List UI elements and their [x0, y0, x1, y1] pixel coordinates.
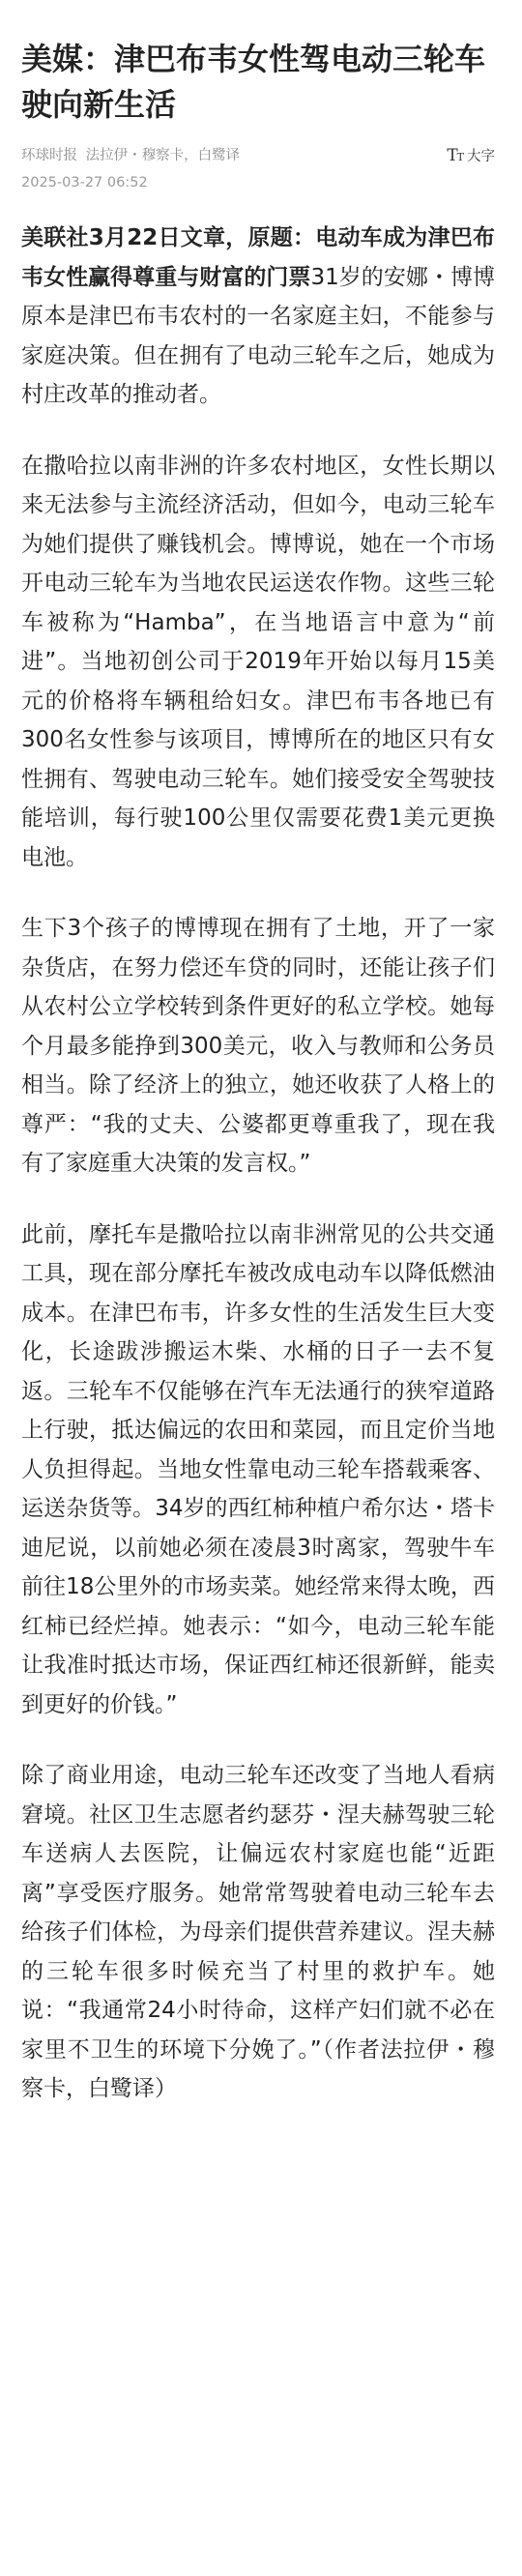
paragraph: 在撒哈拉以南非洲的许多农村地区，女性长期以来无法参与主流经济活动，但如今，电动三轮车为她们提供了赚钱机会。博博说，她在一个市场开电动三轮车为当地农民运送农作物。这些三轮车被称为“Hamba”，在当地语言中意为“前进”。当地初创公司于2019年开始以每月15美元的价格将车辆租给妇女。津巴布韦各地已有300名女性参与该项目，博博所在的地区只有女性拥有、驾驶电动三轮车。她们接受安全驾驶技能培训，每行驶100公里仅需要花费1美元更换电池。	[21, 453, 495, 870]
font-size-button[interactable]	[447, 145, 495, 165]
publish-date: 2025-03-27 06:52	[21, 175, 148, 190]
paragraph: 除了商业用途，电动三轮车还改变了当地人看病窘境。社区卫生志愿者约瑟芬・涅夫赫驾驶三轮车送病人去医院，让偏远农村家庭也能“近距离”享受医疗服务。她常常驾驶着电动三轮车去给孩子们体检，为母亲们提供营养建议。涅夫赫的三轮车很多时候充当了村里的救护车。她说：“我通常24小时待命，这样产妇们就不必在家里不卫生的环境下分娩了。”（作者法拉伊・穆察卡，白鹭译）	[21, 1763, 495, 2101]
paragraph: 此前，摩托车是撒哈拉以南非洲常见的公共交通工具，现在部分摩托车被改成电动车以降低燃油成本。在津巴布韦，许多女性的生活发生巨大变化，长途跋涉搬运木柴、水桶的日子一去不复返。三轮车不仅能够在汽车无法通行的狭窄道路上行驶，抵达偏远的农田和菜园，而且定价当地人负担得起。当地女性靠电动三轮车搭载乘客、运送杂货等。34岁的西红柿种植户希尔达・塔卡迪尼说，以前她必须在凌晨3时离家，驾驶牛车前往18公里外的市场卖菜。她经常来得太晚，西红柿已经烂掉。她表示：“如今，电动三轮车能让我准时抵达市场，保证西红柿还很新鲜，能卖到更好的价钱。”	[21, 1221, 495, 1717]
source-name: 环球时报	[21, 148, 77, 163]
byline	[21, 145, 495, 166]
article-body	[21, 219, 495, 2109]
paragraph	[21, 219, 495, 415]
author-names: 法拉伊・穆察卡，白鹭译	[85, 148, 241, 163]
paragraph-text: 31岁的安娜・博博原本是津巴布韦农村的一名家庭主妇，不能参与家庭决策。但在拥有了电动三轮车之后，她成为村庄改革的推动者。	[21, 264, 495, 407]
lead-text: 美联社3月22日文章，原题：电动车成为津巴布韦女性赢得尊重与财富的门票	[21, 225, 495, 290]
article-title: 美媒：津巴布韦女性驾电动三轮车驶向新生活	[21, 41, 486, 123]
font-size-label: 大字	[467, 149, 495, 164]
paragraph: 生下3个孩子的博博现在拥有了土地，开了一家杂货店，在努力偿还车贷的同时，还能让孩子们从农村公立学校转到条件更好的私立学校。她每个月最多能挣到300美元，收入与教师和公务员相当。除了经济上的独立，她还收获了人格上的尊严：“我的丈夫、公婆都更尊重我了，现在我有了家庭重大决策的发言权。”	[21, 916, 495, 1176]
article-meta	[21, 145, 495, 205]
text-size-icon: TT	[447, 145, 463, 165]
article	[21, 37, 495, 2109]
